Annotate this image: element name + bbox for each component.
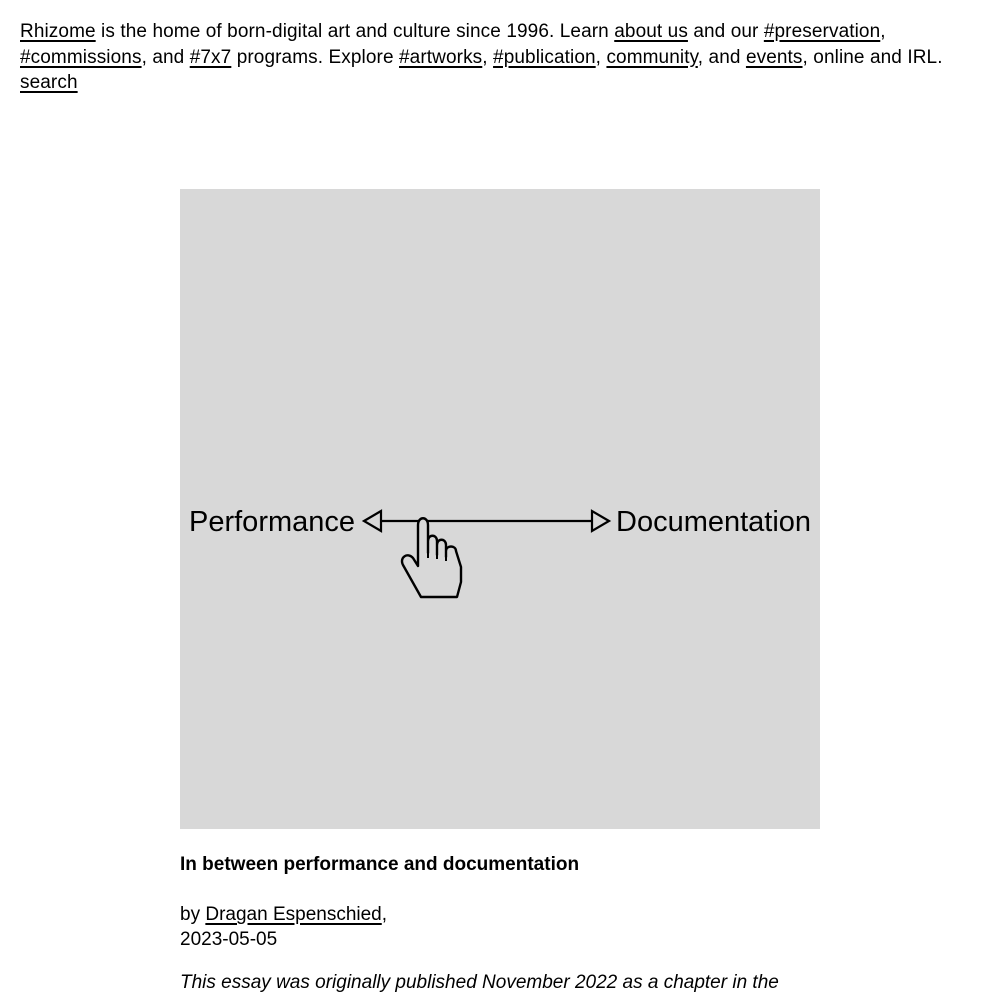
artworks-link[interactable]: #artworks: [399, 46, 483, 68]
commissions-link[interactable]: #commissions: [20, 46, 142, 68]
rhizome-link[interactable]: Rhizome: [20, 21, 96, 42]
article-byline: [180, 902, 387, 927]
performance-label: Performance: [189, 506, 356, 538]
publication-link[interactable]: #publication: [493, 46, 596, 68]
left-arrow-head-icon: [364, 511, 381, 531]
intro-text: and our: [687, 21, 764, 42]
right-arrow-head-icon: [592, 511, 609, 531]
article-title[interactable]: In between performance and documentation: [180, 854, 580, 875]
intro-text: , and: [697, 46, 746, 68]
article-excerpt: This essay was originally published November 2022 as a chapter in the: [180, 972, 779, 993]
7x7-link[interactable]: #7x7: [189, 46, 232, 68]
documentation-label: Documentation: [616, 506, 812, 538]
intro-text: is the home of born-digital art and culture since 1996. Learn: [95, 21, 615, 42]
intro-text: ,: [482, 46, 494, 68]
byline-suffix: ,: [381, 904, 388, 925]
about-us-link[interactable]: about us: [614, 21, 688, 42]
intro-text: programs. Explore: [231, 46, 400, 68]
intro-text: , online and IRL.: [802, 46, 943, 68]
intro-text: , and: [141, 46, 190, 68]
hand-pointer-icon: [402, 518, 461, 597]
site-intro: [20, 19, 970, 96]
preservation-link[interactable]: #preservation: [763, 21, 881, 42]
intro-text: ,: [595, 46, 607, 68]
community-link[interactable]: community: [606, 46, 698, 68]
byline-prefix: by: [180, 904, 206, 925]
events-link[interactable]: events: [745, 46, 803, 68]
author-link[interactable]: Dragan Espenschied: [205, 904, 382, 925]
article-date: 2023-05-05: [180, 929, 278, 950]
article-hero-image[interactable]: [180, 189, 820, 829]
search-link[interactable]: search: [20, 72, 78, 93]
intro-text: ,: [880, 21, 886, 42]
